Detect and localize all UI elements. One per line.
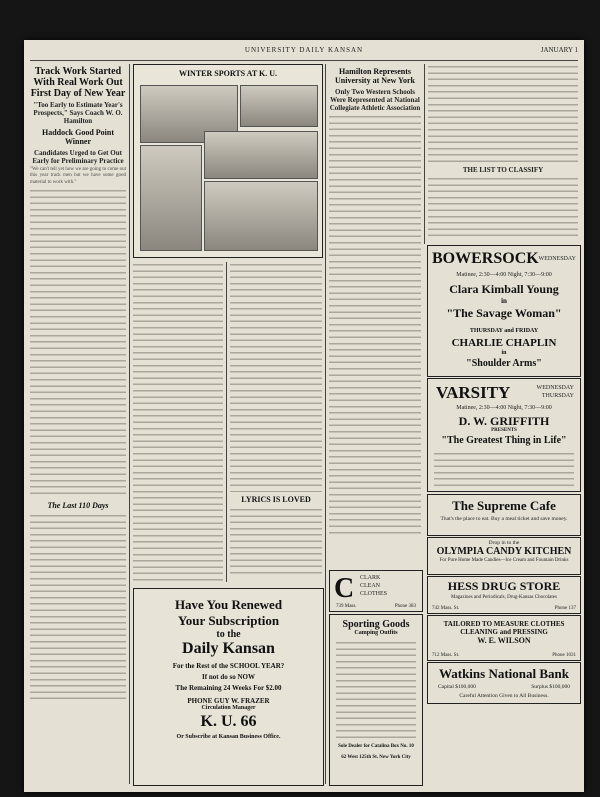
bowersock-title: "The Savage Woman" xyxy=(446,306,562,320)
hess-name: HESS DRUG STORE xyxy=(447,579,561,593)
bowersock-days2: THURSDAY and FRIDAY xyxy=(469,328,539,334)
renew-paper-name: Daily Kansan xyxy=(182,640,275,657)
clark-line-2: CLEAN xyxy=(360,583,380,589)
bowersock-in2: in xyxy=(501,350,507,356)
tailored-clothes-ad xyxy=(427,615,581,661)
top-rule xyxy=(30,60,578,61)
renew-phone-number: K. U. 66 xyxy=(200,713,257,730)
clark-ad xyxy=(329,570,423,612)
bowersock-times: Matinee, 2:30—4:00 Night, 7:30—9:00 xyxy=(456,272,552,278)
candy-pre: Drop in to the xyxy=(488,540,520,546)
article-text-block xyxy=(230,507,322,577)
photo-rink xyxy=(240,85,318,127)
varsity-director: D. W. GRIFFITH xyxy=(458,414,550,428)
sporting-footer: Sole Dealer for Catalina Box No. 10 xyxy=(338,744,414,749)
supreme-line: That's the place to eat. Buy a meal ticket and save money. xyxy=(440,516,568,522)
renew-line-3: to the xyxy=(216,629,241,640)
clark-address: 739 Mass. xyxy=(336,604,357,609)
olympia-candy-ad xyxy=(427,537,581,575)
watkins-name: Watkins National Bank xyxy=(438,666,570,681)
bowersock-star: Clara Kimball Young xyxy=(449,282,559,296)
watkins-bank-ad xyxy=(427,662,581,704)
column-3 xyxy=(329,64,421,564)
sporting-title: Sporting Goods xyxy=(342,619,410,630)
sporting-goods-ad xyxy=(329,614,423,786)
column-1 xyxy=(30,64,126,764)
winter-sports-banner: WINTER SPORTS AT K. U. xyxy=(178,69,278,78)
bowersock-in: in xyxy=(501,297,507,305)
masthead-date: JANUARY 1 xyxy=(540,46,578,54)
photo-skis xyxy=(140,145,202,251)
tailored-line-1: TAILORED TO MEASURE CLOTHES xyxy=(443,620,565,628)
article-text-block xyxy=(428,176,578,236)
renew-line-6: If not do so NOW xyxy=(202,673,255,681)
bowersock-ad xyxy=(427,245,581,377)
tailored-address: 712 Mass. St. xyxy=(432,653,460,658)
column-4 xyxy=(428,64,578,242)
tailored-line-3: W. E. WILSON xyxy=(477,636,531,645)
varsity-day-1: WEDNESDAY xyxy=(536,385,574,391)
supreme-name: The Supreme Cafe xyxy=(452,498,556,513)
bowersock-day: WEDNESDAY xyxy=(538,256,576,262)
article-text-block xyxy=(428,64,578,164)
renew-line-2: Your Subscription xyxy=(177,613,280,628)
varsity-times: Matinee, 2:30—4:00 Night, 7:30—9:00 xyxy=(456,405,552,411)
masthead xyxy=(24,46,584,60)
sporting-address: 62 West 125th St. New York City xyxy=(341,755,411,760)
bowersock-name: BOWERSOCK xyxy=(432,250,539,267)
varsity-name: VARSITY xyxy=(436,383,511,402)
bowersock-star2: CHARLIE CHAPLIN xyxy=(451,337,557,349)
masthead-title: UNIVERSITY DAILY KANSAN xyxy=(244,46,364,54)
tailored-line-2: CLEANING and PRESSING xyxy=(460,628,548,636)
column-divider xyxy=(226,262,227,582)
renew-office-line: Or Subscribe at Kansan Business Office. xyxy=(176,734,281,740)
track-headline: Track Work Started With Real Work Out First Day of New Year xyxy=(30,66,126,99)
article-text-block xyxy=(30,188,126,498)
column-2b xyxy=(230,262,322,582)
winter-sports-feature xyxy=(133,64,323,258)
sporting-subtitle: Camping Outfits xyxy=(354,630,398,636)
renew-manager: Circulation Manager xyxy=(201,705,256,711)
tailored-phone: Phone 1031 xyxy=(552,653,576,658)
track-subhead: "Too Early to Estimate Year's Prospects," Says Coach W. O. Hamilton xyxy=(33,101,123,125)
varsity-title: "The Greatest Thing in Life" xyxy=(441,435,567,446)
column-divider xyxy=(325,64,326,784)
sporting-list xyxy=(336,640,416,740)
column-2 xyxy=(133,262,223,582)
track-body: "We can't tell yet how we are going to come out this year track men but we have some good material to work with." xyxy=(30,167,126,185)
newspaper-page xyxy=(24,40,584,792)
candidates-subhead: Candidates Urged to Get Out Early for Preliminary Practice xyxy=(32,149,124,165)
candy-name: OLYMPIA CANDY KITCHEN xyxy=(436,546,572,557)
photo-sledding xyxy=(204,181,318,251)
varsity-ad-text xyxy=(434,451,574,487)
renew-phone-line: PHONE GUY W. FRAZER xyxy=(187,697,270,705)
haddock-headline: Haddock Good Point Winner xyxy=(41,128,114,146)
article-text-block xyxy=(329,114,421,534)
renew-line-5: For the Rest of the SCHOOL YEAR? xyxy=(172,662,285,670)
varsity-day-2: THURSDAY xyxy=(541,393,574,399)
renew-line-7: The Remaining 24 Weeks For $2.00 xyxy=(175,684,282,692)
hamilton-headline: Hamilton Represents University at New York xyxy=(335,67,415,85)
bowersock-title2: "Shoulder Arms" xyxy=(466,358,542,369)
last-days-headline: The Last 110 Days xyxy=(47,500,109,510)
watkins-capital: Capital $100,000 xyxy=(438,684,476,690)
hess-address: 742 Mass. St. xyxy=(432,606,460,611)
watkins-surplus: Surplus $100,000 xyxy=(531,684,570,690)
hess-line: Magazines and Periodicals, Drug-Kansas Chocolates xyxy=(451,595,557,600)
watkins-line: Careful Attention Given to All Business. xyxy=(459,693,549,699)
hess-drug-ad xyxy=(427,576,581,614)
candy-line: For Pure Home Made Candies—Ice Cream and Fountain Drinks xyxy=(439,558,569,563)
photo-hockey xyxy=(204,131,318,179)
article-text-block xyxy=(230,262,322,492)
clark-phone: Phone 383 xyxy=(394,604,416,609)
lyrics-headline: LYRICS IS LOVED xyxy=(241,495,311,504)
article-text-block xyxy=(133,262,223,582)
article-text-block xyxy=(30,513,126,703)
subscription-ad xyxy=(133,588,324,786)
hamilton-subhead: Only Two Western Schools Were Represented at National Collegiate Athletic Association xyxy=(329,88,421,112)
renew-line-1: Have You Renewed xyxy=(174,597,283,612)
clark-letter: C xyxy=(334,573,355,604)
column-divider xyxy=(129,64,130,784)
clark-line-1: CLARK xyxy=(360,575,381,581)
hess-phone: Phone 137 xyxy=(554,606,576,611)
supreme-cafe-ad xyxy=(427,494,581,536)
column-divider xyxy=(424,64,425,244)
varsity-ad xyxy=(427,378,581,492)
classified-headline: THE LIST TO CLASSIFY xyxy=(462,166,544,174)
clark-line-3: CLOTHES xyxy=(360,591,387,597)
varsity-presents: PRESENTS xyxy=(491,428,517,433)
